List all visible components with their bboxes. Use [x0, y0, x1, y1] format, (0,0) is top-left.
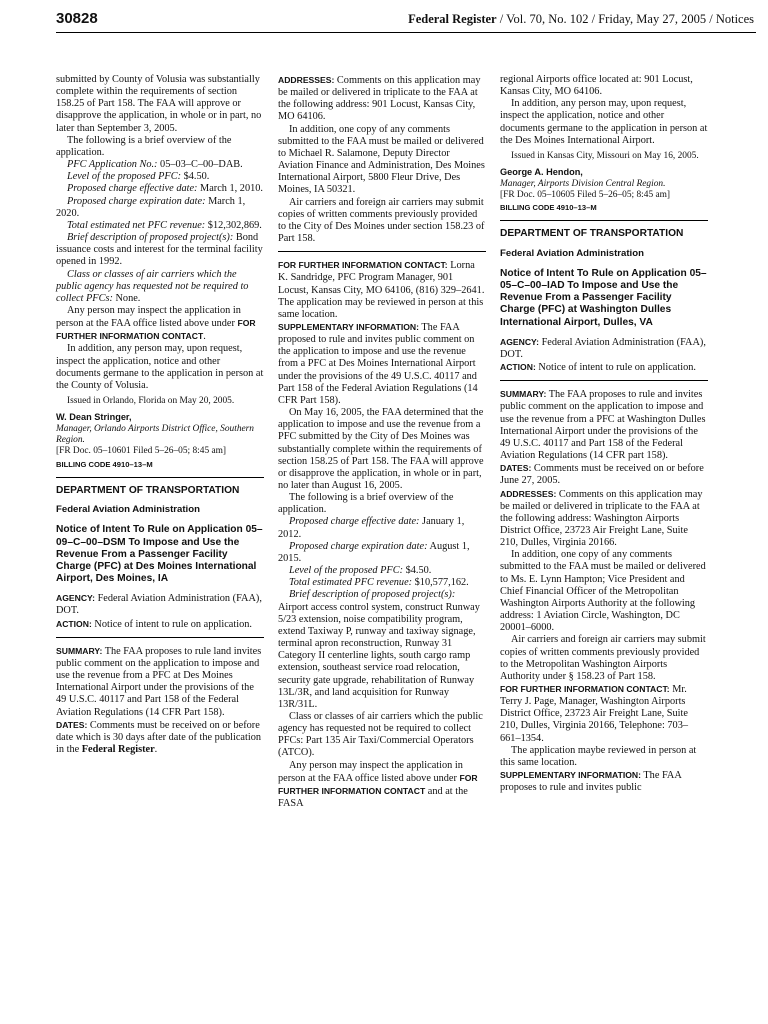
agency-field: AGENCY: Federal Aviation Administration (FAA), DOT. [56, 593, 262, 617]
action-field: ACTION: Notice of intent to rule on application. [56, 618, 252, 630]
paragraph: Class or classes of air carriers which the public agency has requested not be required to collect PFCs: Part 135 Air Taxi/Commercial Operators (ATCO). [278, 710, 483, 759]
paragraph: The following is a brief overview of the application. [278, 492, 454, 516]
paragraph: On May 16, 2005, the FAA determined that the application to impose and use the revenue from a PFC submitted by the City of Des Moines was substantially complete within the requirements of section 158.25 of Part 158. The FAA will approve or disapprove the application, in whole or in part, no later than August 16, 2005. [278, 407, 484, 491]
signer-name: W. Dean Stringer, [56, 412, 132, 423]
field-total-revenue: Total estimated PFC revenue: $10,577,162. [289, 577, 469, 589]
paragraph: In addition, one copy of any comments submitted to the FAA must be mailed or delivered to Ms. E. Lynn Hampton; Vice President and Chief Financial Officer of the Metropolitan Washington Airports Authority at the following address: 1 Aviation Circle, Washington, DC 20001–6000. [500, 549, 706, 634]
addresses-field: ADDRESSES: Comments on this application may be mailed or delivered in triplicate to the FAA at the following address: 901 Locust, Kansas City, MO 64106. [278, 75, 481, 123]
notice-title: Notice of Intent To Rule on Application 05–05–C–00–IAD To Impose and Use the Revenue From a Passenger Facility Charge (PFC) at Washington Dulles International Airport, Dulles, VA [500, 267, 707, 328]
field-carrier-class: Class or classes of air carriers which the public agency has requested not be required to collect PFCs: None. [56, 268, 249, 304]
paragraph: The following is a brief overview of the application. [56, 134, 232, 158]
field-effective-date: Proposed charge effective date: January 1, 2012. [278, 516, 465, 540]
field-effective-date: Proposed charge effective date: March 1, 2010. [67, 183, 263, 195]
issued-line: Issued in Orlando, Florida on May 20, 2005. [67, 396, 235, 407]
column-2 [278, 74, 486, 810]
action-field: ACTION: Notice of intent to rule on application. [500, 362, 696, 374]
agency-field: AGENCY: Federal Aviation Administration (FAA), DOT. [500, 336, 706, 360]
signer-title: Manager, Orlando Airports District Office, Southern Region. [56, 423, 254, 446]
dates-field: DATES: Comments must be received on or before date which is 30 days after date of the publication in the Federal Register. [56, 719, 262, 756]
contact-field: FOR FURTHER INFORMATION CONTACT: Lorna K. Sandridge, PFC Program Manager, 901 Locust, Kansas City, MO 64106, (816) 329–2641. The application may be reviewed in person at this same location. [278, 260, 485, 320]
fr-doc-line: [FR Doc. 05–10605 Filed 5–26–05; 8:45 am] [500, 189, 671, 200]
field-level-of-pfc: Level of the proposed PFC: $4.50. [67, 171, 210, 183]
paragraph: Any person may inspect the application in person at the FAA office listed above under FOR FURTHER INFORMATION CONTACT. [56, 304, 256, 343]
addresses-field: ADDRESSES: Comments on this application may be mailed or delivered in triplicate to the FAA at the following address: Washington Airports District Office, 23723 Air Freight Lane, Suite 210, Dulles, Virginia 20166. [500, 488, 703, 549]
field-pfc-application-no: PFC Application No.: 05–03–C–00–DAB. [67, 159, 243, 171]
paragraph: In addition, any person may, upon request, inspect the application, notice and other documents germane to the application in person at the Des Moines International Airport. [500, 98, 708, 146]
issued-line: Issued in Kansas City, Missouri on May 16, 2005. [511, 150, 699, 161]
paragraph: Any person may inspect the application in person at the FAA office listed above under FOR FURTHER INFORMATION CONTACT and at the FASA [278, 759, 478, 810]
summary-field: SUMMARY: The FAA proposes to rule land invites public comment on the application to impose and use the revenue from a PFC at Des Moines International Airport under the provisions of the 49 U.S.C. 40117 and Part 158 of the Federal Aviation Regulations (14 CFR Part 158). [56, 645, 262, 718]
paragraph: The application maybe reviewed in person at this same location. [500, 744, 697, 768]
supplementary-field: SUPPLEMENTARY INFORMATION: The FAA proposed to rule and invites public comment on the application to impose and use the revenue from a PFC at Des Moines International Airport under the provisions of the 49 U.S.C. 40117 and Part 158 of the Federal Aviation Regulations (14 CFR Part 158). [278, 321, 478, 406]
dates-field: DATES: Comments must be received on or before June 27, 2005. [500, 463, 704, 487]
department-heading: DEPARTMENT OF TRANSPORTATION [56, 485, 240, 496]
section-divider [500, 380, 708, 381]
field-level-of-pfc: Level of the proposed PFC: $4.50. [289, 565, 432, 577]
page-number: 30828 [56, 10, 98, 27]
signer-title: Manager, Airports Division Central Region. [500, 178, 666, 189]
section-divider [56, 477, 264, 478]
billing-code: BILLING CODE 4910–13–M [56, 459, 153, 469]
column-3 [500, 74, 708, 794]
summary-field: SUMMARY: The FAA proposes to rule and invites public comment on the application to impose and use the revenue from a PFC at Washington Dulles International Airport under the provisions of the 49 U.S.C. 40117 and Part 158 of the Federal Aviation Regulations (14 CFR part 158). [500, 389, 706, 462]
paragraph: In addition, one copy of any comments submitted to the FAA must be mailed or delivered to Michael R. Salamone, Deputy Director Aviation Finance and Administration, Des Moines International Airport, 5800 Fleur Drive, Des Moines, IA 50321. [278, 123, 485, 196]
section-divider [278, 251, 486, 252]
field-project-description: Brief description of proposed project(s): Airport access control system, construct Runway 5/23 extension, noise compatibility program, extend Taxiway P, runway and taxiway signage, terminal apron reconstruction, Runway 31 Category II centerline lights, south cargo ramp extension, southeast service road relocation, security gate upgrade, rehabilitation of Runway 13L/3R, and land acquisition for Runway 13R/31L. [278, 589, 480, 710]
fr-doc-line: [FR Doc. 05–10601 Filed 5–26–05; 8:45 am] [56, 446, 227, 457]
notice-title: Notice of Intent To Rule on Application 05–09–C–00–DSM To Impose and Use the Revenue From a Passenger Facility Charge (PFC) at Des Moines International Airport, Des Moines, IA [56, 524, 263, 585]
publication-name: Federal Register [408, 12, 497, 26]
paragraph: Air carriers and foreign air carriers may submit copies of written comments previously provided to the City of Des Moines under section 158.23 of Part 158. [278, 196, 485, 245]
paragraph: In addition, any person may, upon request, inspect the application, notice and other documents germane to the application in person at the County of Volusia. [56, 343, 264, 391]
section-divider [500, 220, 708, 221]
signer-name: George A. Hendon, [500, 167, 583, 178]
supplementary-field: SUPPLEMENTARY INFORMATION: The FAA proposes to rule and invites public [500, 770, 682, 794]
running-header [56, 10, 756, 33]
issue-info: / Vol. 70, No. 102 / Friday, May 27, 2005 / Notices [496, 12, 754, 26]
paragraph: submitted by County of Volusia was substantially complete within the requirements of section 158.25 of Part 158. The FAA will approve or disapprove the application, in whole or in part, no later than September 3, 2005. [56, 74, 262, 134]
paragraph: regional Airports office located at: 901 Locust, Kansas City, MO 64106. [500, 74, 693, 98]
agency-heading: Federal Aviation Administration [56, 504, 200, 516]
field-total-revenue: Total estimated net PFC revenue: $12,302,869. [67, 219, 262, 231]
field-expiration-date: Proposed charge expiration date: March 1, 2020. [56, 195, 246, 219]
agency-heading: Federal Aviation Administration [500, 247, 644, 259]
billing-code: BILLING CODE 4910–13–M [500, 203, 597, 213]
column-1 [56, 74, 264, 756]
running-head [408, 12, 754, 27]
contact-field: FOR FURTHER INFORMATION CONTACT: Mr. Terry J. Page, Manager, Washington Airports District Office, 23723 Air Freight Lane, Suite 210, Dulles, Virginia 20166, Telephone: 703–661–1354. [500, 684, 688, 744]
field-project-description: Brief description of proposed project(s): Bond issuance costs and interest for the terminal facility opened in 1992. [56, 232, 263, 268]
paragraph: Air carriers and foreign air carriers may submit copies of written comments previously provided to the Metropolitan Washington Airports Authority under § 158.23 of Part 158. [500, 634, 706, 682]
department-heading: DEPARTMENT OF TRANSPORTATION [500, 228, 684, 240]
section-divider [56, 637, 264, 638]
field-expiration-date: Proposed charge expiration date: August 1, 2015. [278, 540, 470, 564]
